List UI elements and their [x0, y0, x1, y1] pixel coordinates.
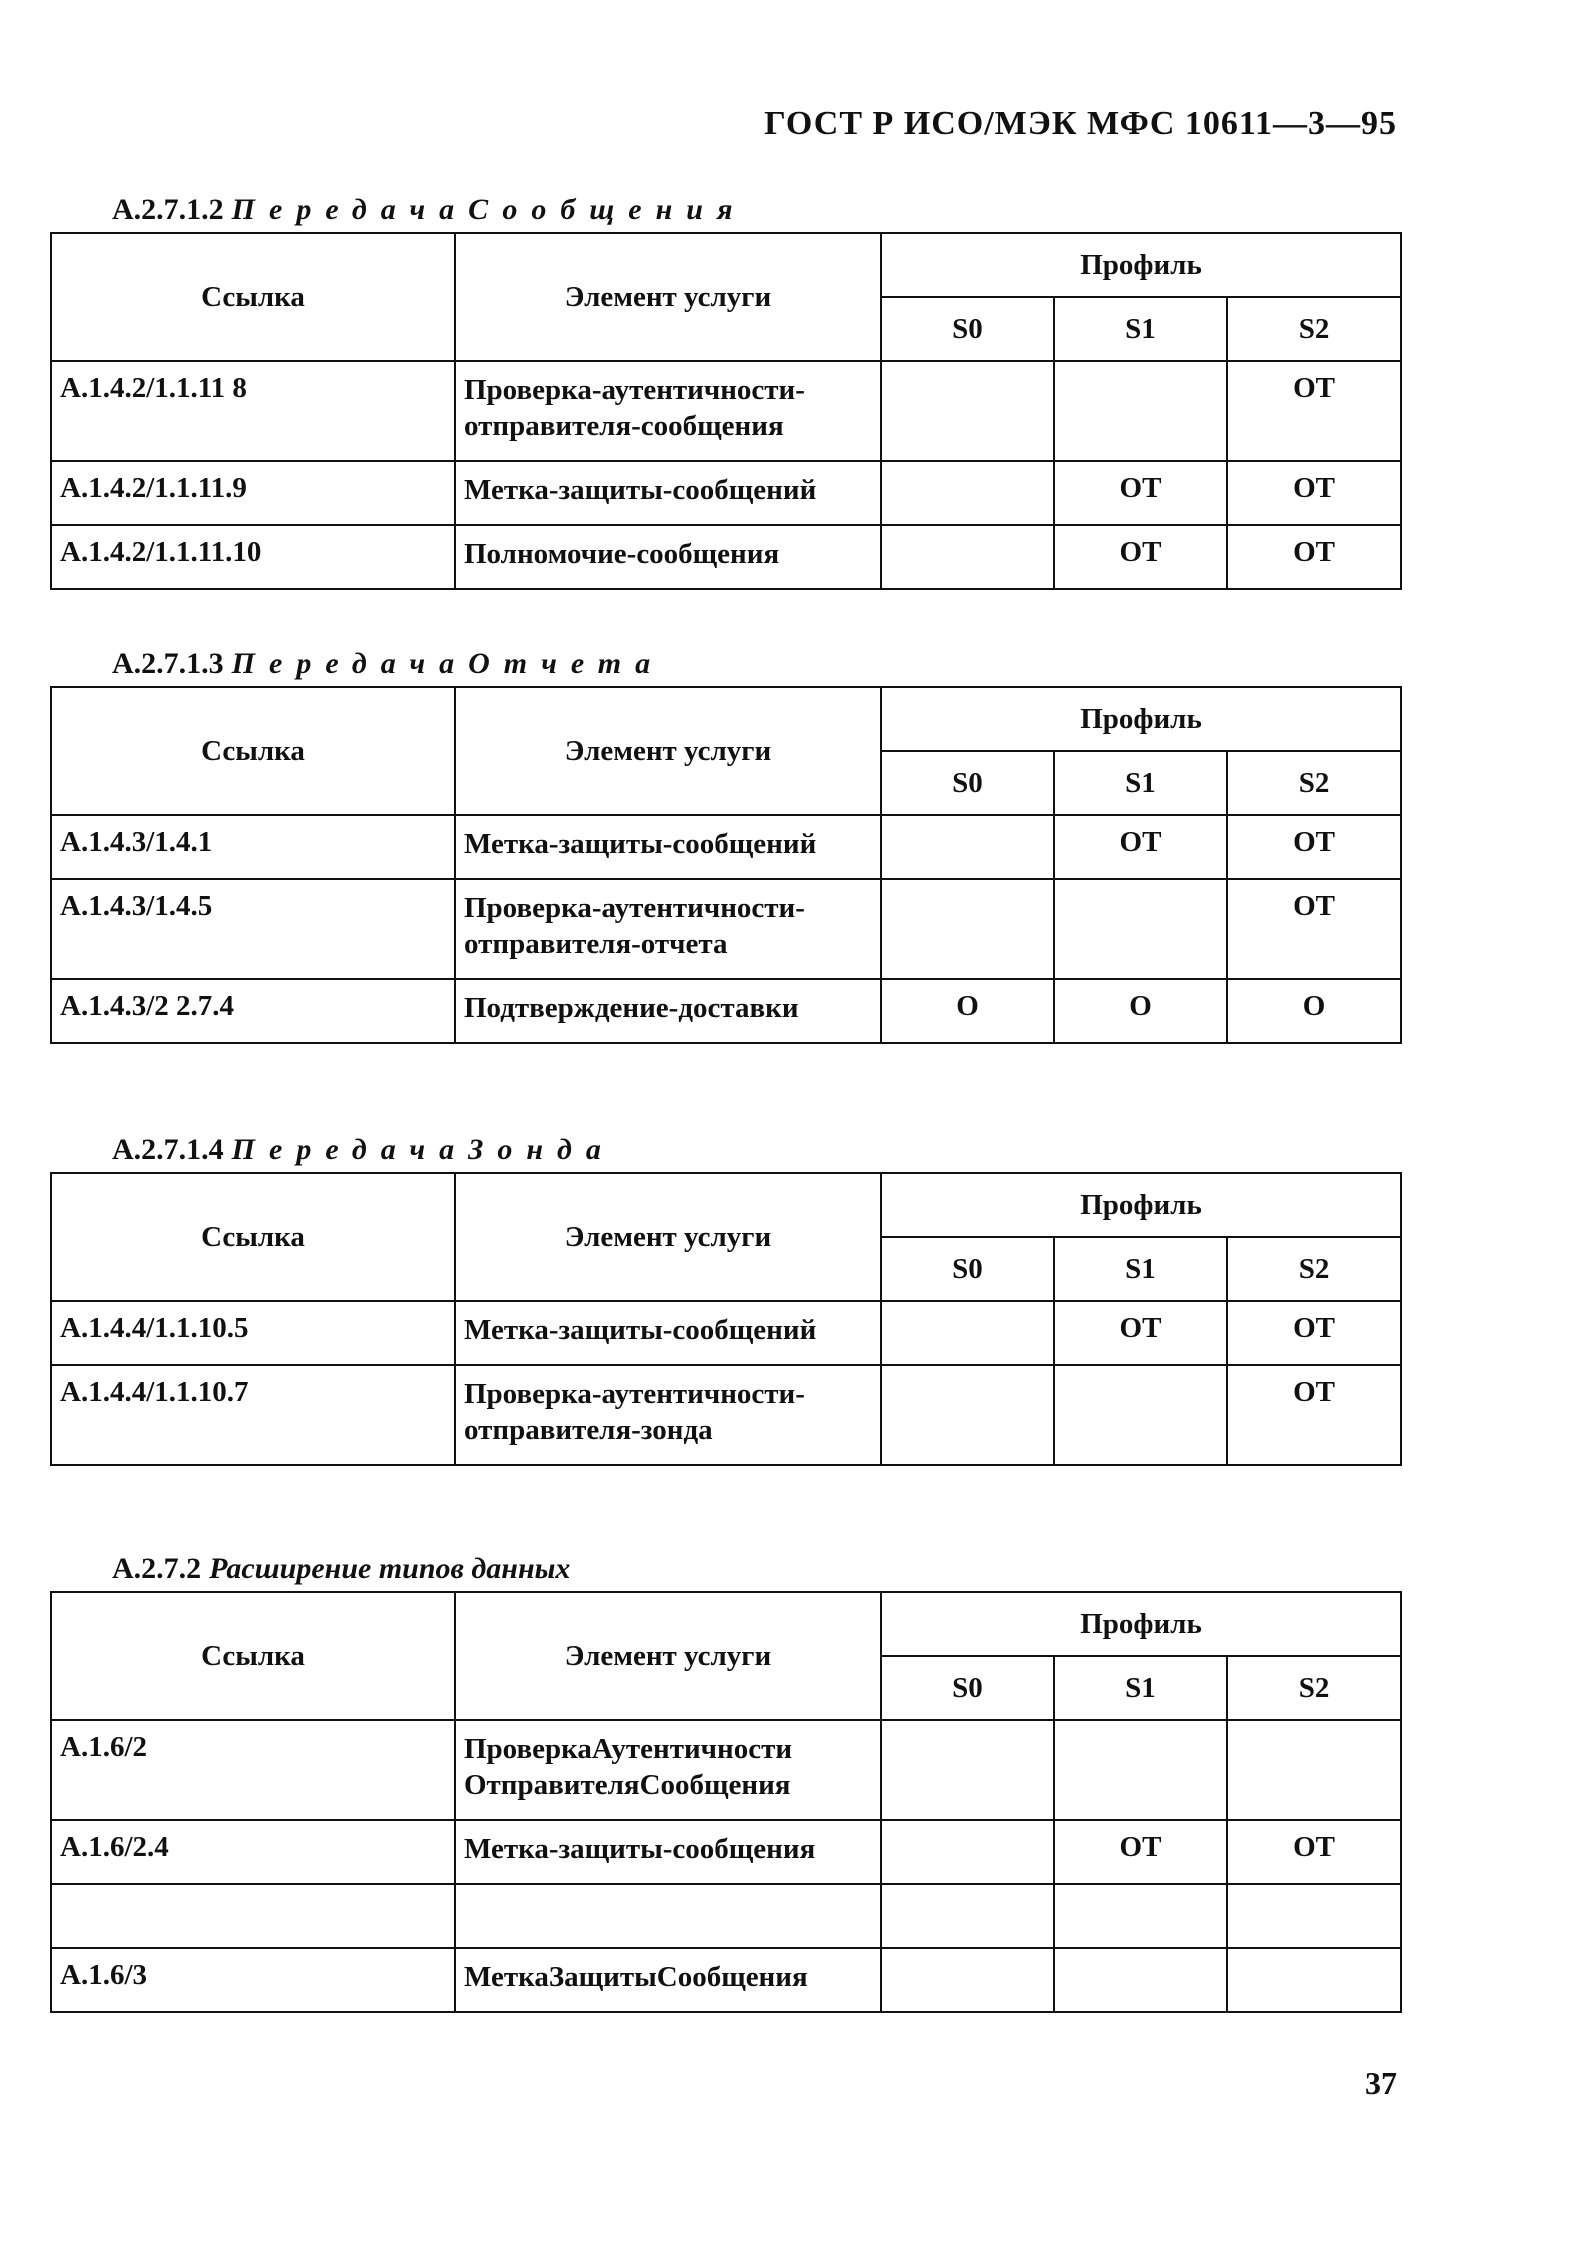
col-header-profile: Профиль	[881, 1173, 1401, 1237]
document-header: ГОСТ Р ИСО/МЭК МФС 10611—3—95	[764, 105, 1397, 142]
row-ref: А.1.4.3/1.4.1	[51, 815, 455, 879]
row-ref: А.1.4.4/1.1.10.7	[51, 1365, 455, 1465]
row-ref: А.1.4.2/1.1.11.9	[51, 461, 455, 525]
row-element: Метка-защиты-сообщений	[455, 1301, 881, 1365]
section-number: А.2.7.1.2	[112, 193, 224, 226]
col-header-s0: S0	[881, 1237, 1054, 1301]
row-s1: О	[1054, 979, 1227, 1043]
row-element: Полномочие-сообщения	[455, 525, 881, 589]
col-header-s1: S1	[1054, 1656, 1227, 1720]
section-transfer-probe	[50, 1128, 1400, 1466]
row-s0	[881, 1948, 1054, 2012]
row-s0: О	[881, 979, 1054, 1043]
row-s1: ОТ	[1054, 815, 1227, 879]
row-s2: ОТ	[1227, 815, 1401, 879]
section-name: ПередачаСообщения	[231, 193, 747, 226]
col-header-profile: Профиль	[881, 1592, 1401, 1656]
row-element	[455, 1884, 881, 1948]
table-row	[51, 979, 1401, 1043]
row-s0	[881, 815, 1054, 879]
table-row	[51, 815, 1401, 879]
section-data-type-extension	[50, 1547, 1400, 2013]
profile-table	[50, 232, 1402, 590]
col-header-s0: S0	[881, 297, 1054, 361]
table-row	[51, 1948, 1401, 2012]
row-element: Метка-защиты-сообщений	[455, 815, 881, 879]
row-ref: А.1.6/3	[51, 1948, 455, 2012]
col-header-s0: S0	[881, 751, 1054, 815]
col-header-s2: S2	[1227, 751, 1401, 815]
row-element: МеткаЗащитыСообщения	[455, 1948, 881, 2012]
row-s2	[1227, 1720, 1401, 1820]
row-ref: А.1.6/2.4	[51, 1820, 455, 1884]
row-ref: А.1.4.3/1.4.5	[51, 879, 455, 979]
section-number: А.2.7.1.3	[112, 647, 224, 680]
table-row	[51, 1884, 1401, 1948]
row-element: Метка-защиты-сообщений	[455, 461, 881, 525]
table-row	[51, 879, 1401, 979]
row-s0	[881, 1720, 1054, 1820]
row-ref: А.1.4.3/2 2.7.4	[51, 979, 455, 1043]
section-name: Расширение типов данных	[209, 1552, 571, 1585]
row-s1	[1054, 1884, 1227, 1948]
row-s1	[1054, 361, 1227, 461]
section-title	[112, 1547, 1400, 1591]
row-s0	[881, 361, 1054, 461]
row-s2: ОТ	[1227, 1820, 1401, 1884]
col-header-s0: S0	[881, 1656, 1054, 1720]
row-s0	[881, 1365, 1054, 1465]
section-transfer-report	[50, 642, 1400, 1044]
row-s0	[881, 461, 1054, 525]
table-row	[51, 525, 1401, 589]
row-element: Подтверждение-доставки	[455, 979, 881, 1043]
section-transfer-message	[50, 188, 1400, 590]
table-row	[51, 1720, 1401, 1820]
section-title	[112, 642, 1400, 686]
col-header-s1: S1	[1054, 751, 1227, 815]
row-ref: А.1.4.4/1.1.10.5	[51, 1301, 455, 1365]
row-s0	[881, 1820, 1054, 1884]
page-number: 37	[1365, 2065, 1397, 2101]
section-number: А.2.7.1.4	[112, 1133, 224, 1166]
row-s0	[881, 1884, 1054, 1948]
table-row	[51, 1365, 1401, 1465]
row-s2: ОТ	[1227, 461, 1401, 525]
section-name: ПередачаЗонда	[231, 1133, 615, 1166]
col-header-ref: Ссылка	[51, 233, 455, 361]
row-element: Проверка-аутентичности-отправителя-отчета	[455, 879, 881, 979]
col-header-s2: S2	[1227, 297, 1401, 361]
row-s0	[881, 525, 1054, 589]
row-s2: О	[1227, 979, 1401, 1043]
col-header-element: Элемент услуги	[455, 1592, 881, 1720]
section-name: ПередачаОтчета	[231, 647, 665, 680]
row-s2: ОТ	[1227, 1365, 1401, 1465]
section-title	[112, 1128, 1400, 1172]
row-s1	[1054, 1365, 1227, 1465]
row-s2	[1227, 1948, 1401, 2012]
row-ref: А.1.6/2	[51, 1720, 455, 1820]
row-element: Проверка-аутентичности-отправителя-зонда	[455, 1365, 881, 1465]
row-ref: А.1.4.2/1.1.11.10	[51, 525, 455, 589]
row-s2: ОТ	[1227, 525, 1401, 589]
row-s1	[1054, 1948, 1227, 2012]
row-s1	[1054, 879, 1227, 979]
row-s2	[1227, 1884, 1401, 1948]
col-header-profile: Профиль	[881, 233, 1401, 297]
row-s0	[881, 879, 1054, 979]
col-header-ref: Ссылка	[51, 1592, 455, 1720]
col-header-s1: S1	[1054, 297, 1227, 361]
row-s2: ОТ	[1227, 361, 1401, 461]
row-s0	[881, 1301, 1054, 1365]
table-row	[51, 1301, 1401, 1365]
col-header-ref: Ссылка	[51, 1173, 455, 1301]
table-row	[51, 461, 1401, 525]
profile-table	[50, 1172, 1402, 1466]
col-header-s2: S2	[1227, 1237, 1401, 1301]
profile-table	[50, 686, 1402, 1044]
col-header-s2: S2	[1227, 1656, 1401, 1720]
row-element: Проверка-аутентичности-отправителя-сообщения	[455, 361, 881, 461]
col-header-s1: S1	[1054, 1237, 1227, 1301]
row-element: ПроверкаАутентичности ОтправителяСообщения	[455, 1720, 881, 1820]
col-header-element: Элемент услуги	[455, 1173, 881, 1301]
col-header-profile: Профиль	[881, 687, 1401, 751]
row-ref: А.1.4.2/1.1.11 8	[51, 361, 455, 461]
table-row	[51, 361, 1401, 461]
row-s1	[1054, 1720, 1227, 1820]
table-row	[51, 1820, 1401, 1884]
col-header-ref: Ссылка	[51, 687, 455, 815]
row-s1: ОТ	[1054, 1820, 1227, 1884]
row-s1: ОТ	[1054, 461, 1227, 525]
col-header-element: Элемент услуги	[455, 687, 881, 815]
row-s2: ОТ	[1227, 1301, 1401, 1365]
row-element: Метка-защиты-сообщения	[455, 1820, 881, 1884]
row-s1: ОТ	[1054, 525, 1227, 589]
row-s2: ОТ	[1227, 879, 1401, 979]
row-ref	[51, 1884, 455, 1948]
col-header-element: Элемент услуги	[455, 233, 881, 361]
section-title	[112, 188, 1400, 232]
row-s1: ОТ	[1054, 1301, 1227, 1365]
profile-table	[50, 1591, 1402, 2013]
section-number: А.2.7.2	[112, 1552, 202, 1585]
